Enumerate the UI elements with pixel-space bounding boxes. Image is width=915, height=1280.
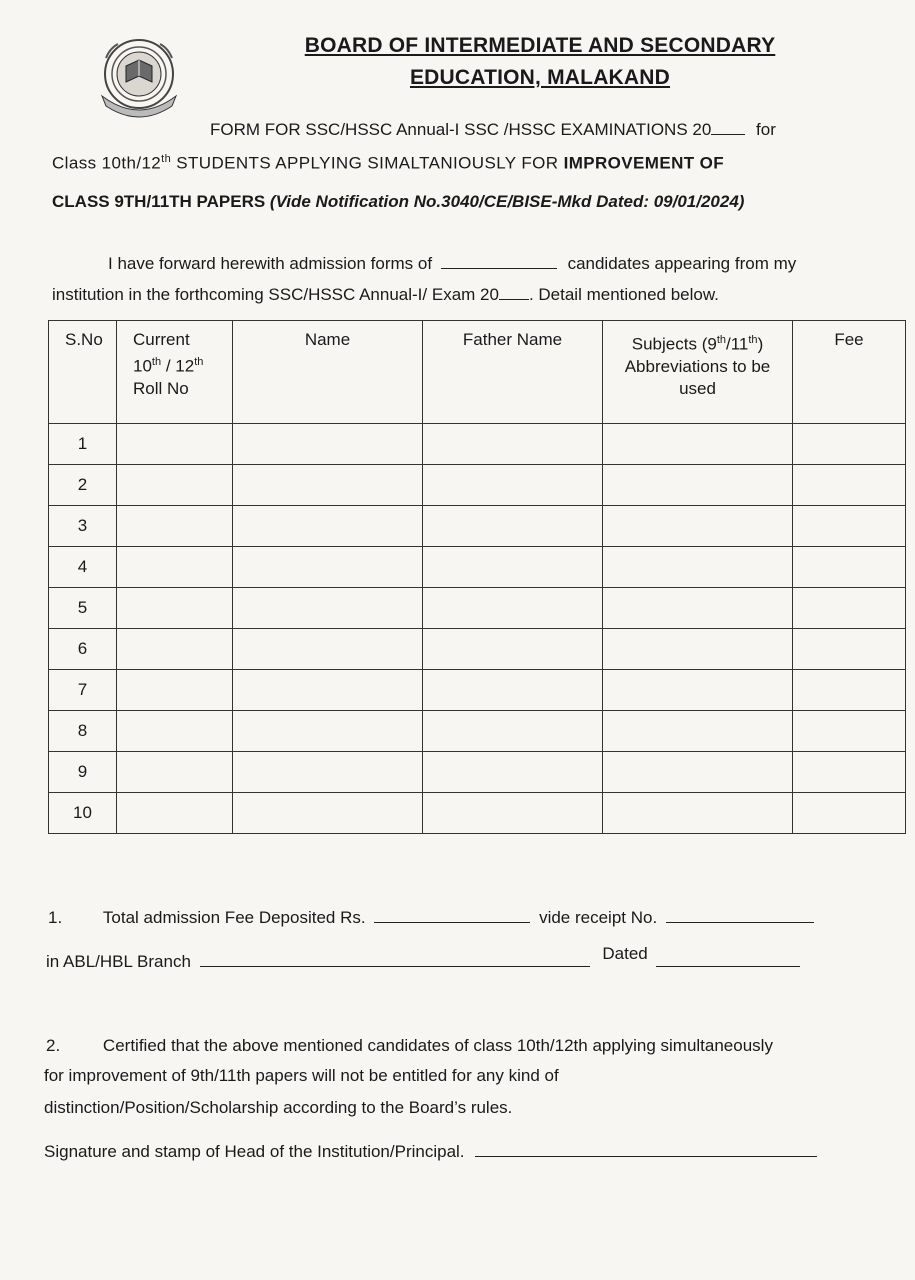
form-title-line-1 <box>210 120 776 140</box>
subj-c: ) <box>757 334 764 354</box>
cell-subjects[interactable] <box>603 588 793 629</box>
subjects-header-line-2: Abbreviations to be <box>624 356 771 376</box>
cell-name[interactable] <box>233 547 423 588</box>
table-row <box>49 588 906 629</box>
class-text: Class 10th/12 <box>52 153 162 173</box>
cell-roll-no[interactable] <box>117 465 233 506</box>
cell-subjects[interactable] <box>603 670 793 711</box>
form-title-line-3 <box>52 192 744 212</box>
cell-subjects[interactable] <box>603 506 793 547</box>
forward-text: I have forward herewith admission forms of <box>108 254 433 273</box>
cell-sno: 2 <box>49 465 117 506</box>
header-sno: S.No <box>49 321 117 424</box>
cell-sno: 4 <box>49 547 117 588</box>
cell-father-name[interactable] <box>423 629 603 670</box>
subj-b: /11 <box>726 334 749 354</box>
item-1-number: 1. <box>48 908 63 927</box>
institution-text: institution in the forthcoming SSC/HSSC Annual-I/ Exam 20 <box>52 285 499 304</box>
cell-sno: 8 <box>49 711 117 752</box>
table-row <box>49 547 906 588</box>
cell-father-name[interactable] <box>423 711 603 752</box>
roll-10: 10 <box>133 356 152 376</box>
cell-sno: 5 <box>49 588 117 629</box>
dated-label: Dated <box>602 944 648 963</box>
cell-sno: 9 <box>49 752 117 793</box>
class-sup: th <box>161 153 172 165</box>
certify-line-1 <box>46 1036 773 1056</box>
table-row <box>49 670 906 711</box>
roll-header-line-3: Roll No <box>133 378 189 398</box>
header-roll-no <box>117 321 233 424</box>
cell-name[interactable] <box>233 670 423 711</box>
cell-fee[interactable] <box>793 465 906 506</box>
candidates-text: candidates appearing from my <box>567 254 797 273</box>
subj-sup-2: th <box>748 334 758 346</box>
cell-sno: 6 <box>49 629 117 670</box>
notification-text: (Vide Notification No.3040/CE/BISE-Mkd Dated: 09/01/2024) <box>269 192 745 211</box>
certify-text-1: Certified that the above mentioned candidates of class 10th/12th applying simultaneously <box>102 1036 773 1055</box>
cell-sno: 3 <box>49 506 117 547</box>
certify-line-3: distinction/Position/Scholarship according to the Board’s rules. <box>44 1098 513 1117</box>
roll-sup-1: th <box>151 356 162 368</box>
board-seal-logo <box>92 36 186 120</box>
cell-subjects[interactable] <box>603 547 793 588</box>
cell-father-name[interactable] <box>423 506 603 547</box>
table-row <box>49 629 906 670</box>
table-row <box>49 424 906 465</box>
cell-fee[interactable] <box>793 670 906 711</box>
branch-label: in ABL/HBL Branch <box>46 952 191 971</box>
forward-line-1 <box>108 254 796 274</box>
cell-name[interactable] <box>233 793 423 834</box>
cell-roll-no[interactable] <box>117 711 233 752</box>
cell-fee[interactable] <box>793 793 906 834</box>
fee-line-2 <box>46 944 800 972</box>
form-title-line-2 <box>52 153 724 174</box>
form-title-text: FORM FOR SSC/HSSC Annual-I SSC /HSSC EXAMINATIONS 20 <box>210 120 712 139</box>
cell-subjects[interactable] <box>603 629 793 670</box>
board-name-line-1: BOARD OF INTERMEDIATE AND SECONDARY <box>304 34 776 57</box>
cell-father-name[interactable] <box>423 752 603 793</box>
signature-label: Signature and stamp of Head of the Institution/Principal. <box>44 1142 465 1161</box>
subj-sup-1: th <box>716 334 726 346</box>
dated-blank[interactable] <box>656 965 800 967</box>
cell-fee[interactable] <box>793 711 906 752</box>
cell-subjects[interactable] <box>603 711 793 752</box>
cell-fee[interactable] <box>793 588 906 629</box>
cell-fee[interactable] <box>793 424 906 465</box>
table-row <box>49 752 906 793</box>
cell-roll-no[interactable] <box>117 670 233 711</box>
header-name: Name <box>233 321 423 424</box>
cell-fee[interactable] <box>793 752 906 793</box>
subj-a: Subjects (9 <box>631 334 717 354</box>
cell-father-name[interactable] <box>423 465 603 506</box>
students-text: STUDENTS APPLYING SIMALTANIOUSLY FOR <box>171 153 564 173</box>
cell-roll-no[interactable] <box>117 588 233 629</box>
exam-year-blank[interactable] <box>499 298 529 300</box>
signature-line <box>44 1142 817 1162</box>
candidates-count-blank[interactable] <box>441 267 557 269</box>
cell-sno: 10 <box>49 793 117 834</box>
cell-father-name[interactable] <box>423 424 603 465</box>
receipt-label: vide receipt No. <box>539 908 658 927</box>
cell-roll-no[interactable] <box>117 629 233 670</box>
improvement-text: IMPROVEMENT OF <box>563 153 725 173</box>
fee-line-1 <box>48 908 814 928</box>
cell-fee[interactable] <box>793 547 906 588</box>
candidates-table <box>48 320 906 834</box>
subjects-header-line-3: used <box>679 378 716 398</box>
table-row <box>49 506 906 547</box>
table-header-row <box>49 321 906 424</box>
cell-name[interactable] <box>233 752 423 793</box>
cell-roll-no[interactable] <box>117 752 233 793</box>
forward-line-2 <box>52 285 719 305</box>
cell-name[interactable] <box>233 506 423 547</box>
fee-deposited-label: Total admission Fee Deposited Rs. <box>102 908 366 927</box>
cell-subjects[interactable] <box>603 465 793 506</box>
item-2-number: 2. <box>46 1036 61 1055</box>
cell-roll-no[interactable] <box>117 793 233 834</box>
header-subjects <box>603 321 793 424</box>
cell-fee[interactable] <box>793 629 906 670</box>
cell-subjects[interactable] <box>603 752 793 793</box>
signature-blank[interactable] <box>475 1155 817 1157</box>
cell-father-name[interactable] <box>423 547 603 588</box>
table-row <box>49 793 906 834</box>
cell-father-name[interactable] <box>423 793 603 834</box>
roll-header-line-1: Current <box>133 330 190 349</box>
form-title-for: for <box>756 120 776 139</box>
cell-name[interactable] <box>233 588 423 629</box>
cell-fee[interactable] <box>793 506 906 547</box>
roll-header-line-2 <box>133 351 232 378</box>
roll-sup-2: th <box>194 356 204 368</box>
class-papers-text: CLASS 9TH/11TH PAPERS <box>52 192 270 211</box>
cell-name[interactable] <box>233 424 423 465</box>
cell-sno: 7 <box>49 670 117 711</box>
cell-roll-no[interactable] <box>117 424 233 465</box>
table-row <box>49 711 906 752</box>
cell-subjects[interactable] <box>603 793 793 834</box>
cell-roll-no[interactable] <box>117 547 233 588</box>
cell-name[interactable] <box>233 711 423 752</box>
board-name-line-2: EDUCATION, MALAKAND <box>409 66 671 89</box>
header-father-name: Father Name <box>423 321 603 424</box>
cell-name[interactable] <box>233 465 423 506</box>
roll-12: / 12 <box>161 356 195 376</box>
certify-line-2: for improvement of 9th/11th papers will not be entitled for any kind of <box>44 1066 559 1085</box>
header-fee: Fee <box>793 321 906 424</box>
year-blank[interactable] <box>711 133 745 135</box>
cell-subjects[interactable] <box>603 424 793 465</box>
cell-name[interactable] <box>233 629 423 670</box>
cell-roll-no[interactable] <box>117 506 233 547</box>
receipt-no-blank[interactable] <box>666 921 814 923</box>
table-row <box>49 465 906 506</box>
fee-amount-blank[interactable] <box>374 921 530 923</box>
cell-sno: 1 <box>49 424 117 465</box>
cell-father-name[interactable] <box>423 588 603 629</box>
detail-text: . Detail mentioned below. <box>528 285 719 304</box>
branch-blank[interactable] <box>200 965 590 967</box>
cell-father-name[interactable] <box>423 670 603 711</box>
subjects-header-line-1 <box>603 329 792 356</box>
